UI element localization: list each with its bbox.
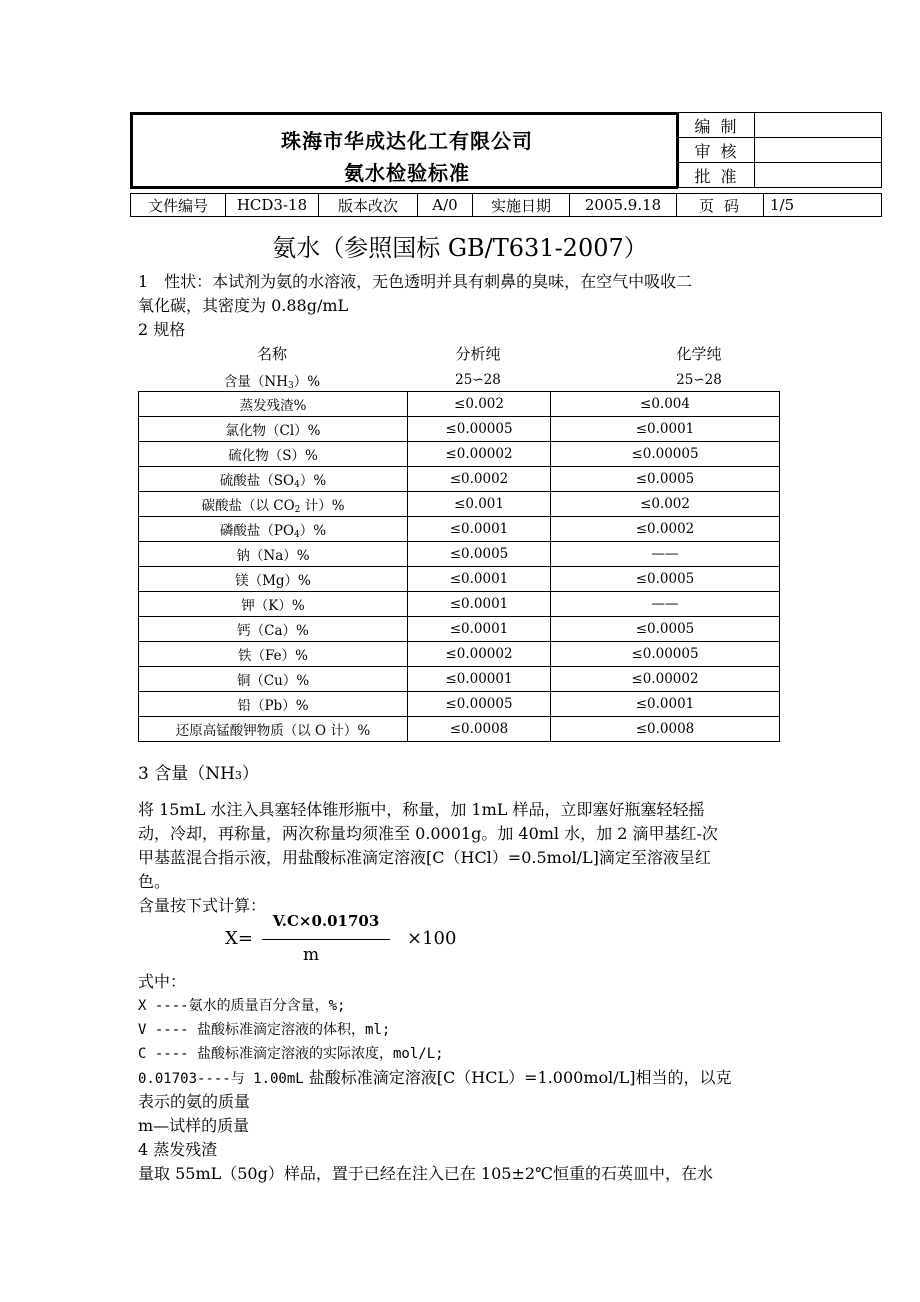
spec-row bbox=[139, 417, 780, 442]
version: A/0 bbox=[418, 194, 473, 217]
spec-row bbox=[139, 717, 780, 742]
spec-row bbox=[139, 592, 780, 617]
spec-row bbox=[139, 392, 780, 417]
reviewed-value bbox=[755, 138, 882, 163]
spec-cp-value: ≤0.0001 bbox=[551, 692, 780, 717]
spec-item-name bbox=[139, 442, 408, 467]
spec-ar-value: ≤0.0008 bbox=[408, 717, 551, 742]
spec-name-post: ）% bbox=[299, 522, 327, 539]
spec-name-pre: 镁（Mg）% bbox=[235, 573, 311, 589]
spec-item-name bbox=[139, 517, 408, 542]
label-approved: 批准 bbox=[679, 163, 755, 188]
spec-ar-value: ≤0.00001 bbox=[408, 667, 551, 692]
page-label: 页码 bbox=[677, 194, 764, 217]
spec-row bbox=[139, 442, 780, 467]
document-title-header: 氨水检验标准 bbox=[344, 161, 470, 185]
formula-lhs: X= bbox=[225, 928, 253, 949]
col-header-name: 名称 bbox=[256, 345, 287, 363]
spec-ar-value: ≤0.001 bbox=[408, 492, 551, 517]
spec-cp-value: ≤0.0005 bbox=[551, 617, 780, 642]
formula-numerator: V.C×0.01703 bbox=[272, 912, 380, 930]
def-v: V ---- 盐酸标准滴定溶液的体积，ml; bbox=[138, 1022, 391, 1038]
section3-line2: 动，冷却，再称量，两次称量均须准至 0.0001g。加 40ml 水，加 2 滴甲基红-次 bbox=[138, 824, 718, 843]
spec-cp-value: —— bbox=[551, 542, 780, 567]
spec-name-sub: 4 bbox=[294, 529, 300, 540]
approved-value bbox=[755, 163, 882, 188]
spec-ar-value: ≤0.0001 bbox=[408, 617, 551, 642]
spec-cp-value: ≤0.0005 bbox=[551, 467, 780, 492]
spec-name-pre: 硫化物（S）% bbox=[228, 448, 318, 464]
spec-name-pre: 钠（Na）% bbox=[236, 548, 310, 564]
spec-cp-value: ≤0.0002 bbox=[551, 517, 780, 542]
content-row-name bbox=[138, 370, 406, 391]
spec-item-name bbox=[139, 417, 408, 442]
spec-item-name bbox=[139, 592, 408, 617]
spec-item-name bbox=[139, 617, 408, 642]
version-label: 版本改次 bbox=[319, 194, 418, 217]
section3-heading bbox=[138, 762, 782, 788]
spec-row bbox=[139, 467, 780, 492]
section2-heading: 2 规格 bbox=[138, 320, 186, 339]
spec-name-pre: 钾（K）% bbox=[241, 598, 305, 614]
spec-row bbox=[139, 567, 780, 592]
def-c: C ---- 盐酸标准滴定溶液的实际浓度，mol/L; bbox=[138, 1046, 444, 1062]
spec-ar-value: ≤0.0001 bbox=[408, 567, 551, 592]
spec-cp-value: ≤0.00005 bbox=[551, 442, 780, 467]
spec-name-pre: 氯化物（Cl）% bbox=[225, 423, 321, 439]
spec-name-pre: 蒸发残渣% bbox=[239, 398, 307, 414]
def-constant bbox=[138, 1066, 782, 1091]
content-row-cp: 25∽28 bbox=[676, 372, 722, 388]
col-header-cp: 化学纯 bbox=[676, 345, 722, 363]
spec-name-pre: 钙（Ca）% bbox=[237, 623, 309, 639]
spec-cp-value: ≤0.002 bbox=[551, 492, 780, 517]
spec-item-name bbox=[139, 667, 408, 692]
spec-item-name bbox=[139, 542, 408, 567]
col-header-ar: 分析纯 bbox=[455, 345, 501, 363]
section1-line1: 1 性状：本试剂为氨的水溶液，无色透明并具有刺鼻的臭味，在空气中吸收二 bbox=[138, 272, 693, 291]
page-title: 氨水（参照国标 GB/T631-2007） bbox=[272, 234, 648, 262]
spec-row bbox=[139, 517, 780, 542]
spec-ar-value: ≤0.0001 bbox=[408, 517, 551, 542]
compiled-value bbox=[755, 113, 882, 138]
calc-intro: 含量按下式计算： bbox=[138, 896, 267, 915]
document-header bbox=[130, 112, 882, 218]
def-m: m—试样的质量 bbox=[138, 1116, 250, 1135]
specification-table bbox=[138, 391, 780, 742]
spec-name-pre: 还原高锰酸钾物质（以 O 计）% bbox=[175, 723, 371, 739]
effective-date: 2005.9.18 bbox=[570, 194, 677, 217]
spec-item-name bbox=[139, 642, 408, 667]
spec-name-sub: 4 bbox=[294, 479, 300, 490]
date-label: 实施日期 bbox=[473, 194, 570, 217]
spec-row bbox=[139, 542, 780, 567]
spec-ar-value: ≤0.00005 bbox=[408, 692, 551, 717]
spec-item-name bbox=[139, 692, 408, 717]
spec-ar-value: ≤0.00002 bbox=[408, 442, 551, 467]
spec-row bbox=[139, 492, 780, 517]
section3-heading-pre: 3 含量（NH bbox=[138, 764, 235, 784]
company-box bbox=[130, 112, 678, 189]
def-constant-mono: 0.01703----与 1.00mL bbox=[138, 1071, 304, 1087]
def-constant-rest: 盐酸标准滴定溶液[C（HCL）=1.000mol/L]相当的，以克 bbox=[303, 1068, 732, 1087]
doc-no-label: 文件编号 bbox=[131, 194, 226, 217]
section3-line3: 甲基蓝混合指示液，用盐酸标准滴定溶液[C（HCl）=0.5mol/L]滴定至溶液呈红 bbox=[138, 848, 711, 867]
spec-ar-value: ≤0.0001 bbox=[408, 592, 551, 617]
content-row-ar: 25∽28 bbox=[455, 372, 501, 388]
spec-row bbox=[139, 642, 780, 667]
where-label: 式中： bbox=[138, 972, 187, 991]
spec-ar-value: ≤0.002 bbox=[408, 392, 551, 417]
spec-cp-value: ≤0.0008 bbox=[551, 717, 780, 742]
spec-name-sub: 2 bbox=[294, 504, 301, 515]
spec-name-pre: 碳酸盐（以 CO bbox=[201, 497, 295, 514]
spec-ar-value: ≤0.0002 bbox=[408, 467, 551, 492]
spec-item-name bbox=[139, 392, 408, 417]
section4-line1: 量取 55mL（50g）样品，置于已经在注入已在 105±2℃恒重的石英皿中，在水 bbox=[138, 1164, 713, 1183]
spec-cp-value: ≤0.00002 bbox=[551, 667, 780, 692]
section3-line4: 色。 bbox=[138, 872, 171, 891]
spec-name-pre: 铁（Fe）% bbox=[238, 648, 308, 664]
formula-factor: ×100 bbox=[407, 928, 457, 949]
spec-name-pre: 硫酸盐（SO bbox=[219, 472, 295, 489]
spec-name-pre: 铅（Pb）% bbox=[237, 698, 309, 714]
content-name-pre: 含量（NH bbox=[223, 374, 289, 390]
spec-item-name bbox=[139, 467, 408, 492]
def-x: X ----氨水的质量百分含量，%; bbox=[138, 998, 346, 1014]
page-number: 1/5 bbox=[764, 194, 882, 217]
doc-no: HCD3-18 bbox=[226, 194, 319, 217]
spec-item-name bbox=[139, 492, 408, 517]
spec-cp-value: —— bbox=[551, 592, 780, 617]
spec-cp-value: ≤0.00005 bbox=[551, 642, 780, 667]
section3-heading-post: ） bbox=[241, 764, 259, 784]
spec-item-name bbox=[139, 717, 408, 742]
formula-denominator: m bbox=[302, 945, 320, 965]
spec-name-post: 计）% bbox=[300, 497, 345, 514]
spec-row bbox=[139, 667, 780, 692]
approval-table bbox=[678, 112, 882, 188]
spec-row bbox=[139, 692, 780, 717]
label-compiled: 编制 bbox=[679, 113, 755, 138]
spec-name-pre: 铜（Cu）% bbox=[236, 673, 310, 689]
spec-item-name bbox=[139, 567, 408, 592]
spec-name-pre: 磷酸盐（PO bbox=[219, 522, 295, 539]
spec-row bbox=[139, 617, 780, 642]
spec-ar-value: ≤0.00002 bbox=[408, 642, 551, 667]
section3-heading-sub: 3 bbox=[234, 769, 242, 782]
spec-ar-value: ≤0.0005 bbox=[408, 542, 551, 567]
spec-cp-value: ≤0.0005 bbox=[551, 567, 780, 592]
section3-line1: 将 15mL 水注入具塞轻体锥形瓶中，称量，加 1mL 样品，立即塞好瓶塞轻轻摇 bbox=[138, 800, 705, 819]
content-name-sub: 3 bbox=[288, 381, 294, 391]
spec-ar-value: ≤0.00005 bbox=[408, 417, 551, 442]
spec-name-post: ）% bbox=[299, 472, 327, 489]
fraction-bar bbox=[262, 939, 390, 940]
spec-cp-value: ≤0.004 bbox=[551, 392, 780, 417]
content-name-post: ）% bbox=[293, 374, 321, 390]
meta-table bbox=[130, 193, 882, 217]
def-constant-line2: 表示的氨的质量 bbox=[138, 1092, 251, 1111]
company-name: 珠海市华成达化工有限公司 bbox=[281, 129, 533, 153]
label-reviewed: 审核 bbox=[679, 138, 755, 163]
section4-heading: 4 蒸发残渣 bbox=[138, 1140, 218, 1159]
section1-line2: 氧化碳，其密度为 0.88g/mL bbox=[138, 296, 349, 315]
spec-cp-value: ≤0.0001 bbox=[551, 417, 780, 442]
